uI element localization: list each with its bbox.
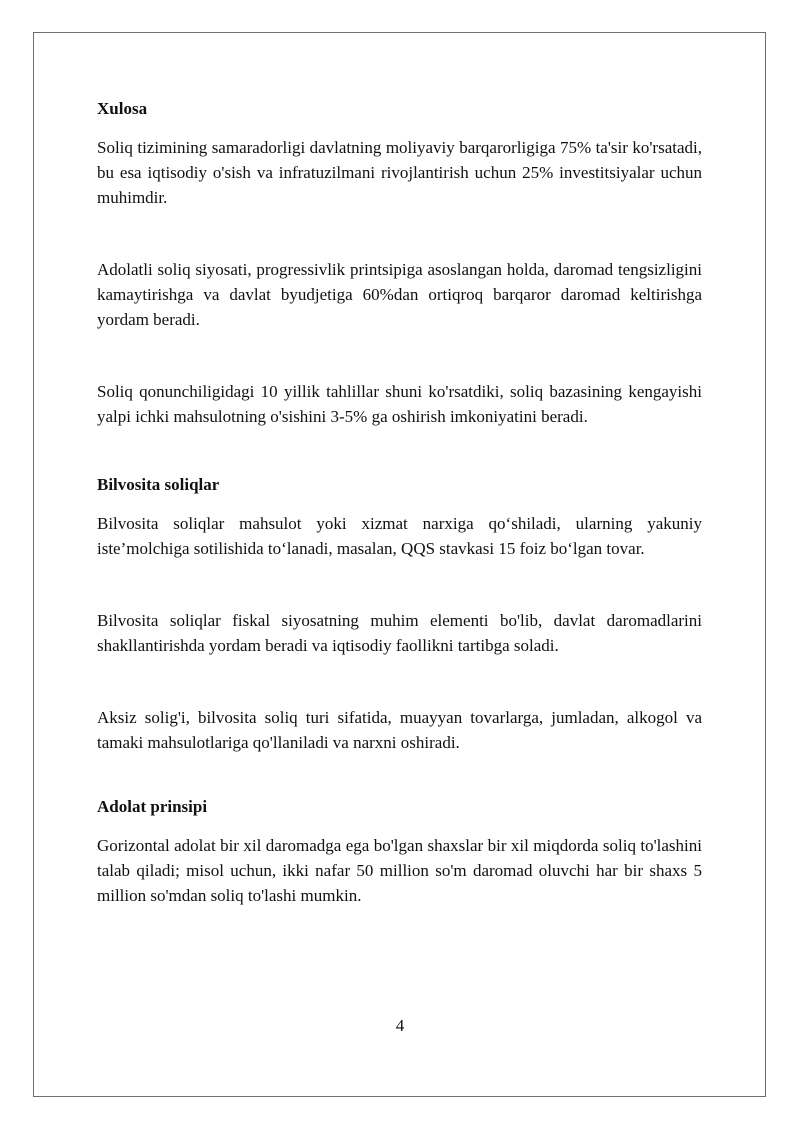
section-heading-xulosa: Xulosa [97,99,148,118]
document-body [97,97,702,908]
page-number: 4 [395,1016,405,1035]
section-heading-adolat-prinsipi: Adolat prinsipi [97,797,208,816]
paragraph: Soliq qonunchiligidagi 10 yillik tahlillar shuni ko'rsatdiki, soliq bazasining kengayishi yalpi ichki mahsulotning o'sishini 3-5% ga oshirish imkoniyatini beradi. [97,382,702,426]
section-heading-bilvosita-soliqlar: Bilvosita soliqlar [97,475,220,494]
paragraph: Adolatli soliq siyosati, progressivlik printsipiga asoslangan holda, daromad tengsizligini kamaytirishga va davlat byudjetiga 60%dan ortiqroq barqaror daromad keltirishga yordam beradi. [97,260,702,329]
paragraph: Bilvosita soliqlar fiskal siyosatning muhim elementi bo'lib, davlat daromadlarini shakllantirishda yordam beradi va iqtisodiy faollikni tartibga soladi. [97,611,702,655]
paragraph: Bilvosita soliqlar mahsulot yoki xizmat narxiga qo‘shiladi, ularning yakuniy iste’molchiga sotilishida to‘lanadi, masalan, QQS stavkasi 15 foiz bo‘lgan tovar. [97,514,702,558]
paragraph: Aksiz solig'i, bilvosita soliq turi sifatida, muayyan tovarlarga, jumladan, alkogol va tamaki mahsulotlariga qo'llaniladi va narxni oshiradi. [97,708,702,752]
paragraph: Gorizontal adolat bir xil daromadga ega bo'lgan shaxslar bir xil miqdorda soliq to'lashini talab qiladi; misol uchun, ikki nafar 50 million so'm daromad oluvchi har bir shaxs 5 million so'mdan soliq to'lashi mumkin. [97,836,702,905]
paragraph: Soliq tizimining samaradorligi davlatning moliyaviy barqarorligiga 75% ta'sir ko'rsatadi, bu esa iqtisodiy o'sish va infratuzilmani rivojlantirish uchun 25% investitsiyalar uchun muhimdir. [97,138,702,207]
